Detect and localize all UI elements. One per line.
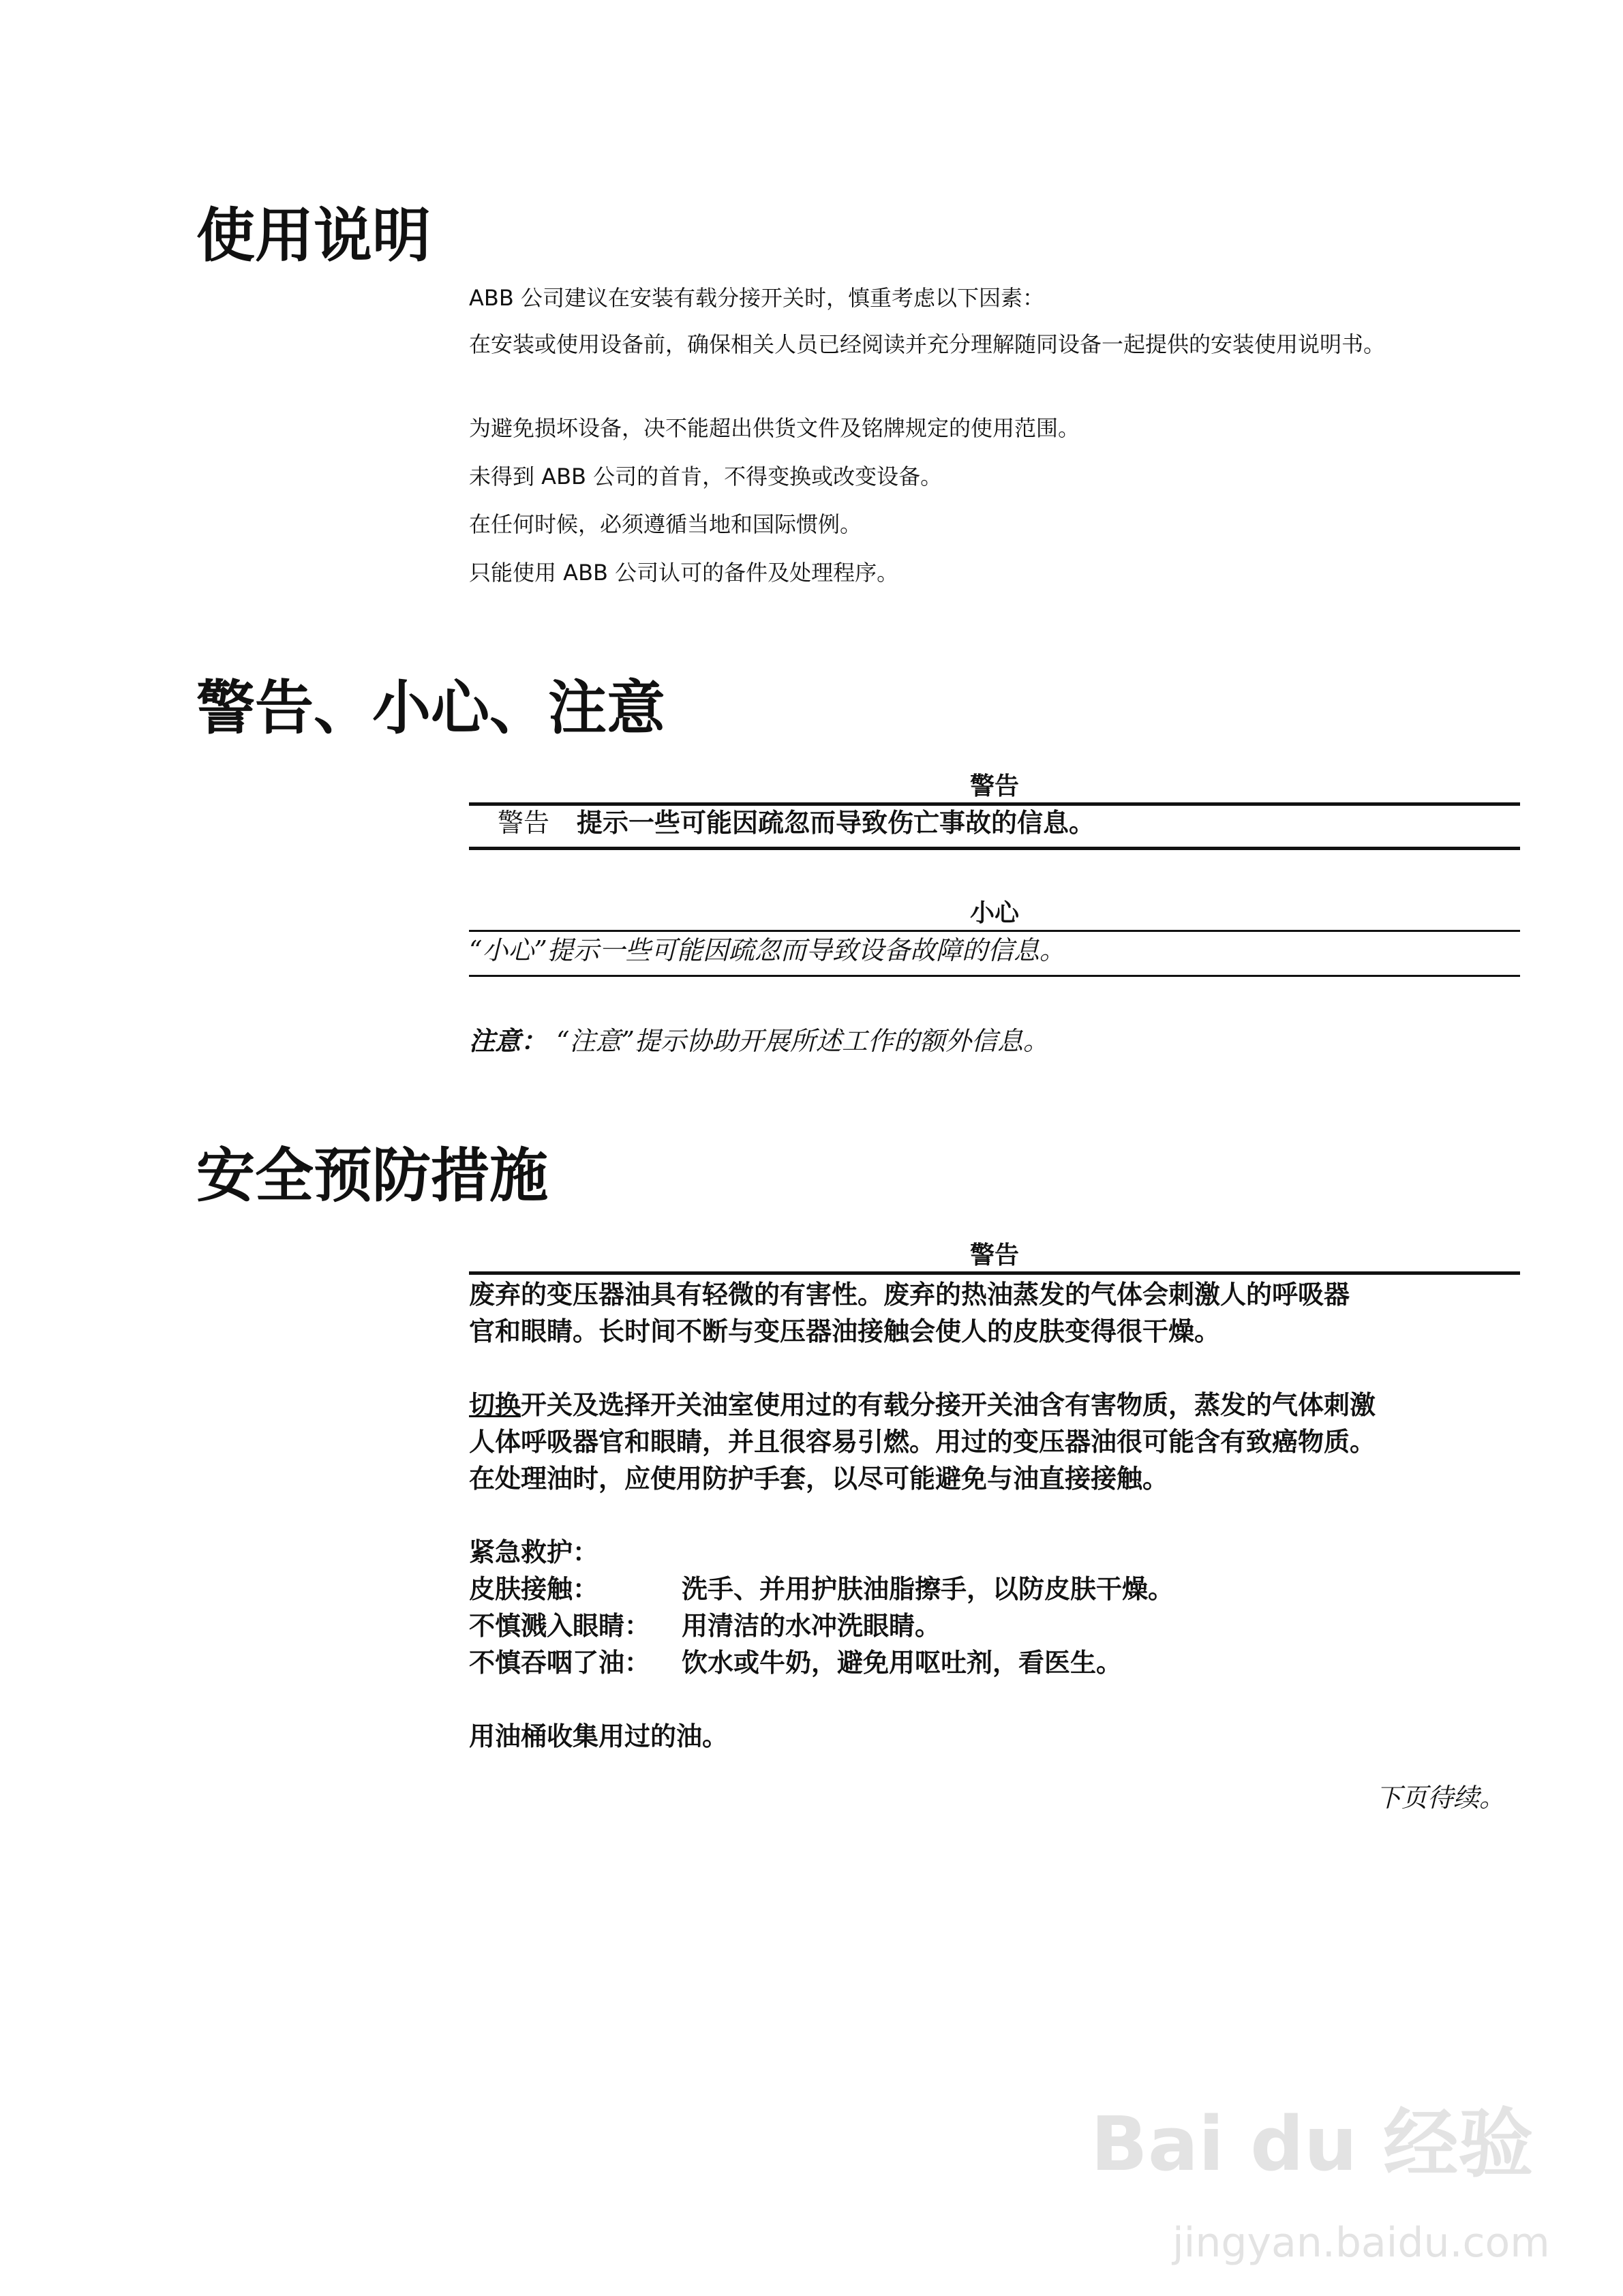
text-line: 废弃的变压器油具有轻微的有害性。废弃的热油蒸发的气体会刺激人的呼吸器: [469, 1279, 1350, 1310]
first-aid-action: 用清洁的水冲洗眼睛。: [682, 1610, 941, 1641]
first-aid-case: 皮肤接触：: [469, 1573, 599, 1604]
warning-text: 提示一些可能因疏忽而导致伤亡事故的信息。: [577, 807, 1095, 838]
continued-note: 下页待续。: [1375, 1783, 1505, 1813]
paragraph: ABB 公司建议在安装有载分接开关时，慎重考虑以下因素：: [469, 285, 1044, 311]
first-aid-row: [469, 1644, 1522, 1681]
note-prefix: 注意：: [469, 1025, 547, 1056]
text-line: 用油桶收集用过的油。: [469, 1721, 729, 1751]
section-title-usage: 使用说明: [196, 202, 431, 270]
paragraph: 为避免损坏设备，决不能超出供货文件及铭牌规定的使用范围。: [469, 415, 1080, 441]
baidu-watermark-logo: Bai du 经验: [1091, 2100, 1534, 2188]
divider: [469, 847, 1520, 850]
paragraph: 在任何时候，必须遵循当地和国际惯例。: [469, 511, 862, 537]
caution-text: “小心”提示一些可能因疏忽而导致设备故障的信息。: [469, 935, 1065, 965]
divider: [469, 975, 1520, 977]
text-line: 人体呼吸器官和眼睛，并且很容易引燃。用过的变压器油很可能含有致癌物质。: [469, 1426, 1376, 1457]
note-line: [469, 1023, 1522, 1059]
paragraph: 未得到 ABB 公司的首肯，不得变换或改变设备。: [469, 464, 943, 489]
section-title-warnings: 警告、小心、注意: [196, 674, 665, 742]
note-text: “注意”提示协助开展所述工作的额外信息。: [556, 1026, 1049, 1056]
warning-label: 警告: [969, 1241, 1019, 1269]
text-line: [469, 1387, 1522, 1423]
text-line: 在处理油时，应使用防护手套，以尽可能避免与油直接接触。: [469, 1463, 1169, 1494]
caution-label: 小心: [969, 899, 1019, 927]
text-span: 开关及选择开关油室使用过的有载分接开关油含有害物质，蒸发的气体刺激: [521, 1389, 1376, 1420]
first-aid-row: [469, 1607, 1522, 1644]
warning-definition: [498, 804, 1551, 841]
warning-label: 警告: [969, 772, 1019, 800]
first-aid-title: 紧急救护：: [469, 1537, 599, 1567]
first-aid-row: [469, 1571, 1522, 1607]
warning-prefix: 警告: [498, 808, 550, 838]
paragraph: 只能使用 ABB 公司认可的备件及处理程序。: [469, 560, 899, 586]
paragraph: 在安装或使用设备前，确保相关人员已经阅读并充分理解随同设备一起提供的安装使用说明书。: [469, 331, 1386, 357]
first-aid-action: 洗手、并用护肤油脂擦手，以防皮肤干燥。: [682, 1573, 1174, 1604]
divider: [469, 1271, 1520, 1275]
baidu-watermark-url: jingyan.baidu.com: [1172, 2219, 1550, 2267]
section-title-safety: 安全预防措施: [196, 1142, 548, 1210]
text-line: 官和眼睛。长时间不断与变压器油接触会使人的皮肤变得很干燥。: [469, 1316, 1221, 1346]
hazard-paragraph: [469, 1276, 1522, 1755]
underlined-term: 切换: [469, 1389, 521, 1420]
first-aid-action: 饮水或牛奶，避免用呕吐剂，看医生。: [682, 1647, 1123, 1678]
first-aid-case: 不慎溅入眼睛：: [469, 1610, 651, 1641]
first-aid-case: 不慎吞咽了油：: [469, 1647, 651, 1678]
